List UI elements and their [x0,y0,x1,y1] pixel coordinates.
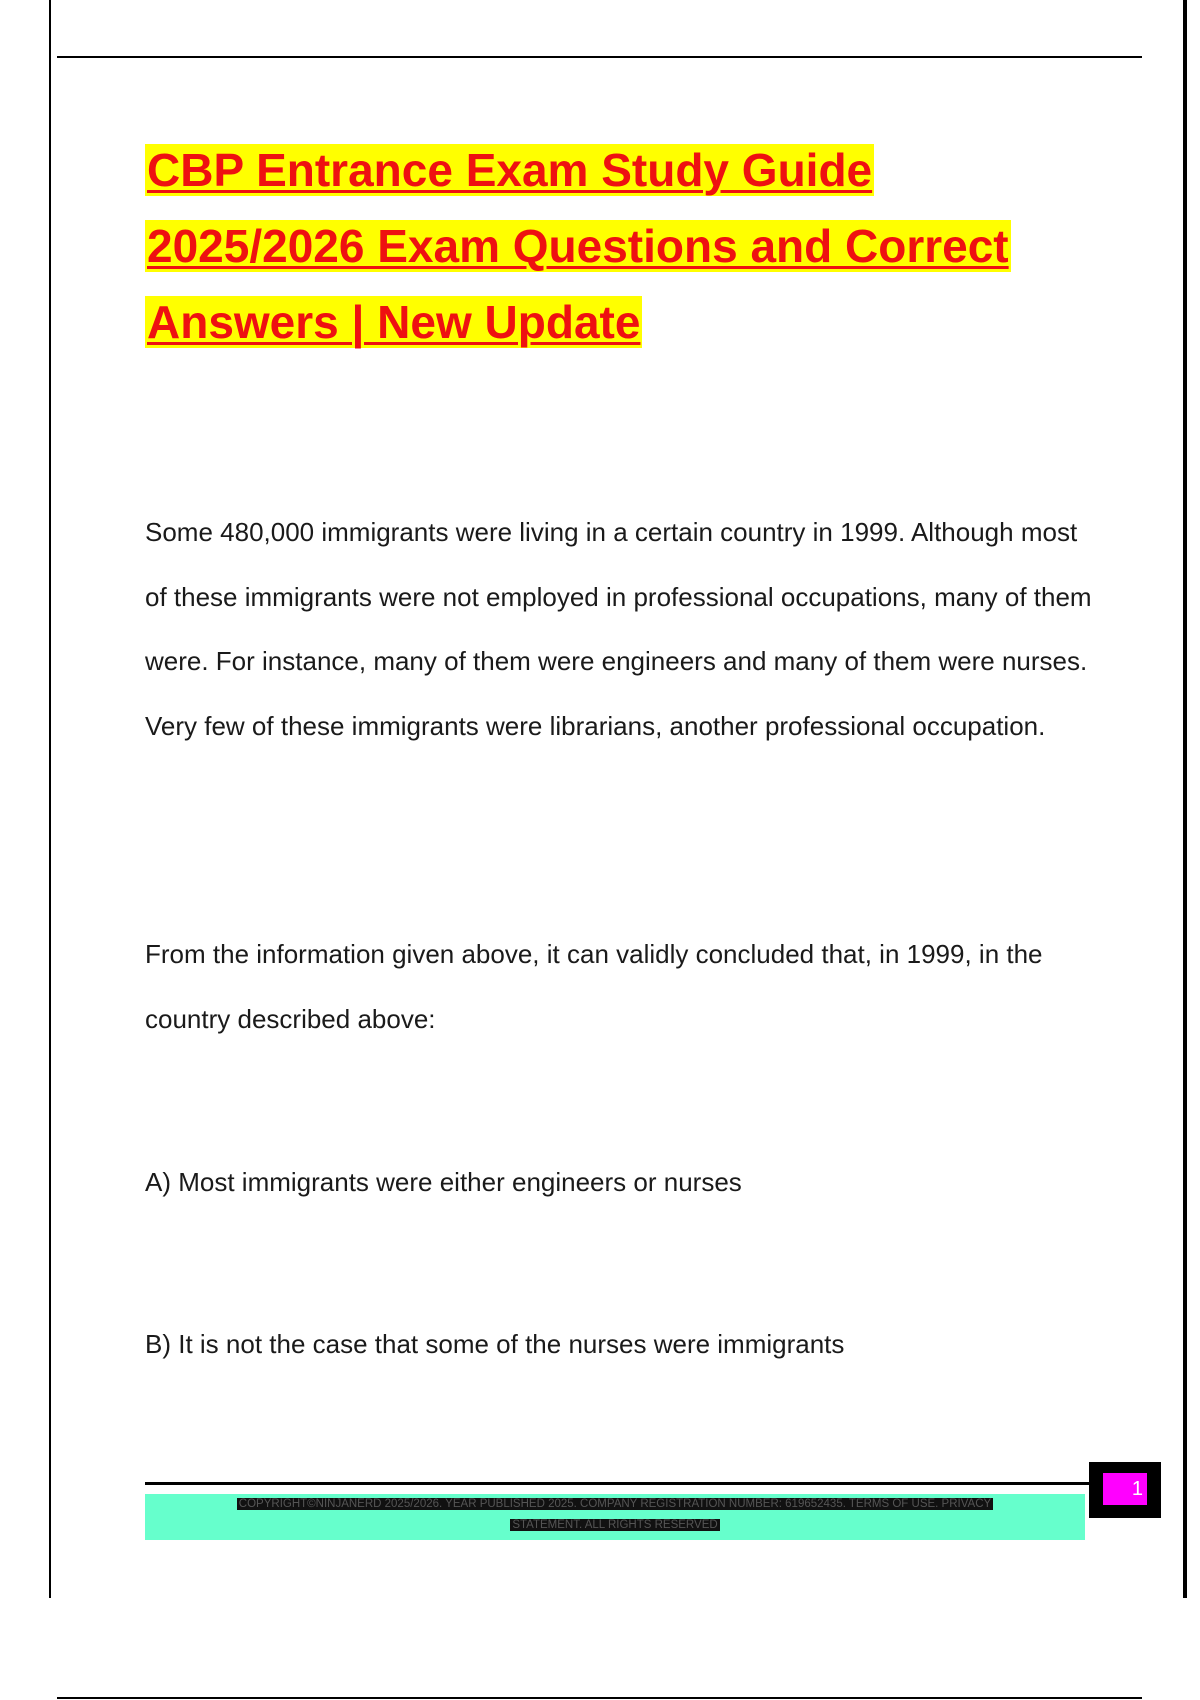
question-stem: From the information given above, it can validly concluded that, in 1999, in the country described above: [145,939,1043,1034]
next-page-rule [57,1697,1142,1699]
footer-rule [145,1482,1090,1485]
title-line: CBP Entrance Exam Study Guide [147,144,873,196]
page-number-box [1089,1462,1161,1518]
title-line: 2025/2026 Exam Questions and Correct [147,220,1009,272]
page-border-left [49,0,51,1598]
page-number: 1 [1103,1473,1147,1505]
header-rule [57,56,1142,58]
copyright-footer [145,1494,1085,1540]
title-line: Answers | New Update [147,296,641,348]
answer-option-b: B) It is not the case that some of the nurses were immigrants [145,1329,845,1359]
copyright-line: COPYRIGHT©NINJANERD 2025/2026. YEAR PUBLISHED 2025. COMPANY REGISTRATION NUMBER: 619652435. TERMS OF USE. PRIVACY [238,1498,992,1510]
document-title [145,143,1095,371]
copyright-line: STATEMENT. ALL RIGHTS RESERVED [512,1519,718,1531]
passage-paragraph: Some 480,000 immigrants were living in a certain country in 1999. Although most of these immigrants were not employed in professional occupations, many of them were. For instance, many of them were engineers and many of them were nurses. Very few of these immigrants were librarians, another professional occupation. [145,517,1092,741]
page-border-right [1183,0,1187,1598]
answer-option-a: A) Most immigrants were either engineers or nurses [145,1167,742,1197]
